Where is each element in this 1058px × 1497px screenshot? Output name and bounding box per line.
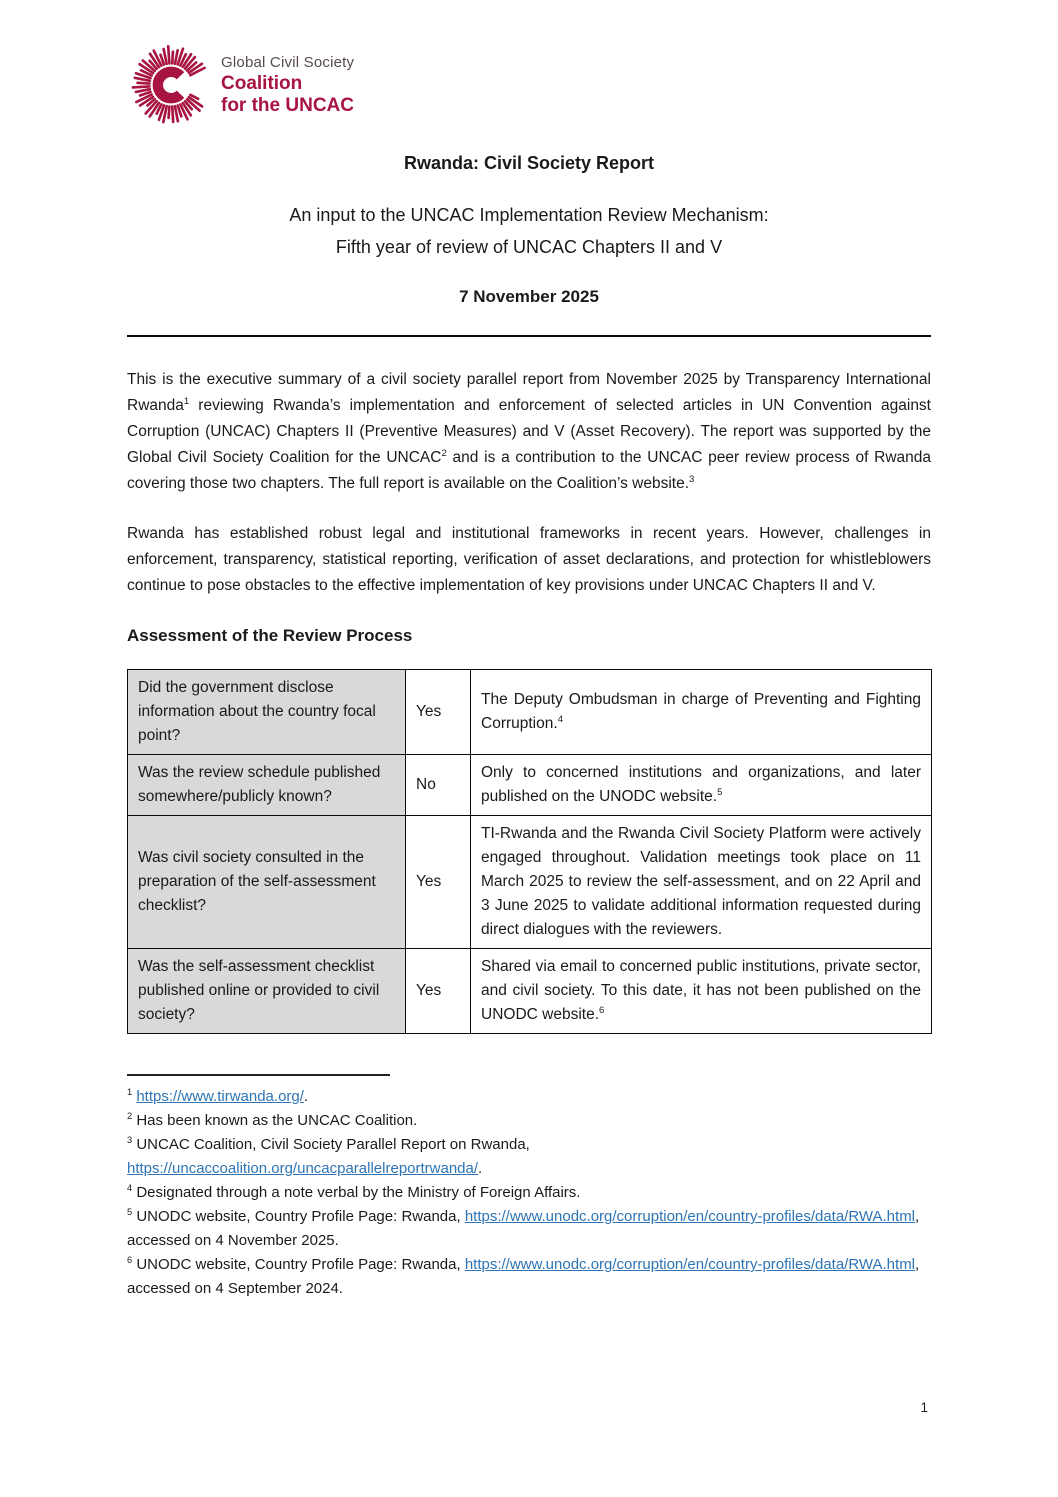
footnote-marker: 6 bbox=[127, 1255, 133, 1265]
footnote-ref-2: 2 bbox=[441, 447, 447, 459]
footnote-text: . bbox=[303, 1088, 309, 1105]
footnote-link[interactable]: https://www.unodc.org/corruption/en/country-profiles/data/RWA.html bbox=[464, 1256, 916, 1273]
table-row bbox=[128, 816, 932, 949]
footnote-link[interactable]: https://uncaccoalition.org/uncacparallelreportrwanda/ bbox=[127, 1160, 479, 1177]
subtitle-line-1: An input to the UNCAC Implementation Review Mechanism: bbox=[289, 205, 769, 225]
report-subtitle bbox=[127, 199, 931, 263]
footnote-ref-1: 1 bbox=[183, 395, 190, 407]
p1-text-1: This is the executive summary of a civil society parallel report from November 2025 by Transparency International Rwanda bbox=[127, 371, 931, 414]
footnote-text: UNODC website, Country Profile Page: Rwanda, bbox=[132, 1208, 465, 1225]
section-heading: Assessment of the Review Process bbox=[127, 626, 413, 645]
answer-cell: Yes bbox=[406, 816, 471, 949]
footnote-2 bbox=[127, 1109, 931, 1133]
detail-cell bbox=[471, 949, 932, 1034]
footnote-ref-6: 6 bbox=[599, 1004, 605, 1016]
footnote-ref-5: 5 bbox=[717, 786, 723, 798]
detail-text: Only to concerned institutions and organizations, and later published on the UNODC website. bbox=[481, 764, 921, 805]
footnote-text: Has been known as the UNCAC Coalition. bbox=[132, 1112, 418, 1129]
question-cell: Was the self-assessment checklist published online or provided to civil society? bbox=[128, 949, 406, 1034]
footnote-marker: 4 bbox=[127, 1183, 133, 1193]
footnote-text: , accessed on 4 November 2025. bbox=[127, 1208, 920, 1249]
footnote-marker: 3 bbox=[127, 1135, 133, 1145]
detail-text: TI-Rwanda and the Rwanda Civil Society Platform were actively engaged throughout. Validation meetings took place on 11 March 2025 to review the self-assessment, and on 22 April and 3 June 2025 to validate additional information requested during direct dialogues with the reviewers. bbox=[481, 825, 921, 938]
footnote-text: , accessed on 4 September 2024. bbox=[127, 1256, 920, 1297]
logo-line-2: Coalition bbox=[221, 73, 303, 94]
footnote-5 bbox=[127, 1205, 931, 1253]
logo-line-3: for the UNCAC bbox=[221, 95, 354, 116]
answer-cell: Yes bbox=[406, 949, 471, 1034]
coalition-logo bbox=[127, 45, 931, 125]
detail-cell bbox=[471, 755, 932, 816]
detail-cell bbox=[471, 816, 932, 949]
p1-text-3: and is a contribution to the UNCAC peer review process of Rwanda covering those two chapters. The full report is available on the Coalition’s website. bbox=[127, 449, 931, 492]
paragraph-1 bbox=[127, 367, 931, 497]
table-row bbox=[128, 670, 932, 755]
detail-text: Shared via email to concerned public institutions, private sector, and civil society. To this date, it has not been published on the UNODC website. bbox=[481, 958, 921, 1023]
page-number: 1 bbox=[920, 1400, 928, 1415]
page-content bbox=[127, 45, 931, 1301]
footnote-6 bbox=[127, 1253, 931, 1301]
footnote-ref-4: 4 bbox=[557, 713, 564, 725]
footnote-marker: 5 bbox=[127, 1207, 133, 1217]
logo-text bbox=[221, 53, 354, 117]
footnote-ref-3: 3 bbox=[689, 473, 695, 485]
question-cell: Was the review schedule published somewhere/publicly known? bbox=[128, 755, 406, 816]
footnote-marker: 1 bbox=[127, 1087, 133, 1097]
answer-cell: Yes bbox=[406, 670, 471, 755]
footnote-separator bbox=[127, 1074, 390, 1076]
starburst-c-icon bbox=[127, 45, 215, 125]
footnote-1 bbox=[127, 1085, 931, 1109]
question-cell: Did the government disclose information about the country focal point? bbox=[128, 670, 406, 755]
review-process-table bbox=[127, 669, 932, 1034]
footnote-link[interactable]: https://www.unodc.org/corruption/en/country-profiles/data/RWA.html bbox=[464, 1208, 916, 1225]
footnote-3 bbox=[127, 1133, 931, 1181]
subtitle-line-2: Fifth year of review of UNCAC Chapters II and V bbox=[335, 237, 723, 257]
footnote-marker: 2 bbox=[127, 1111, 133, 1121]
detail-cell bbox=[471, 670, 932, 755]
p1-text-2: reviewing Rwanda’s implementation and enforcement of selected articles in UN Convention against Corruption (UNCAC) Chapters II (Preventive Measures) and V (Asset Recovery). The report was supported by the Global Civil Society Coalition for the UNCAC bbox=[127, 397, 931, 466]
header-divider bbox=[127, 335, 931, 337]
logo-line-1: Global Civil Society bbox=[221, 54, 355, 71]
footnotes bbox=[127, 1085, 931, 1301]
paragraph-2: Rwanda has established robust legal and institutional frameworks in recent years. However, challenges in enforcement, transparency, statistical reporting, verification of asset declarations, and protection for whistleblowers continue to pose obstacles to the effective implementation of key provisions under UNCAC Chapters II and V. bbox=[127, 525, 931, 594]
table-row bbox=[128, 755, 932, 816]
detail-text: The Deputy Ombudsman in charge of Preventing and Fighting Corruption. bbox=[481, 691, 921, 732]
footnote-text: Designated through a note verbal by the Ministry of Foreign Affairs. bbox=[132, 1184, 581, 1201]
footnote-text: . bbox=[478, 1160, 483, 1177]
answer-cell: No bbox=[406, 755, 471, 816]
report-date: 7 November 2025 bbox=[459, 287, 599, 306]
footnote-text: UNCAC Coalition, Civil Society Parallel Report on Rwanda, bbox=[132, 1136, 530, 1153]
question-cell: Was civil society consulted in the preparation of the self-assessment checklist? bbox=[128, 816, 406, 949]
table-row bbox=[128, 949, 932, 1034]
footnote-link[interactable]: https://www.tirwanda.org/ bbox=[136, 1088, 304, 1105]
footnote-4 bbox=[127, 1181, 931, 1205]
report-title: Rwanda: Civil Society Report bbox=[403, 153, 655, 173]
footnote-text: UNODC website, Country Profile Page: Rwanda, bbox=[132, 1256, 465, 1273]
